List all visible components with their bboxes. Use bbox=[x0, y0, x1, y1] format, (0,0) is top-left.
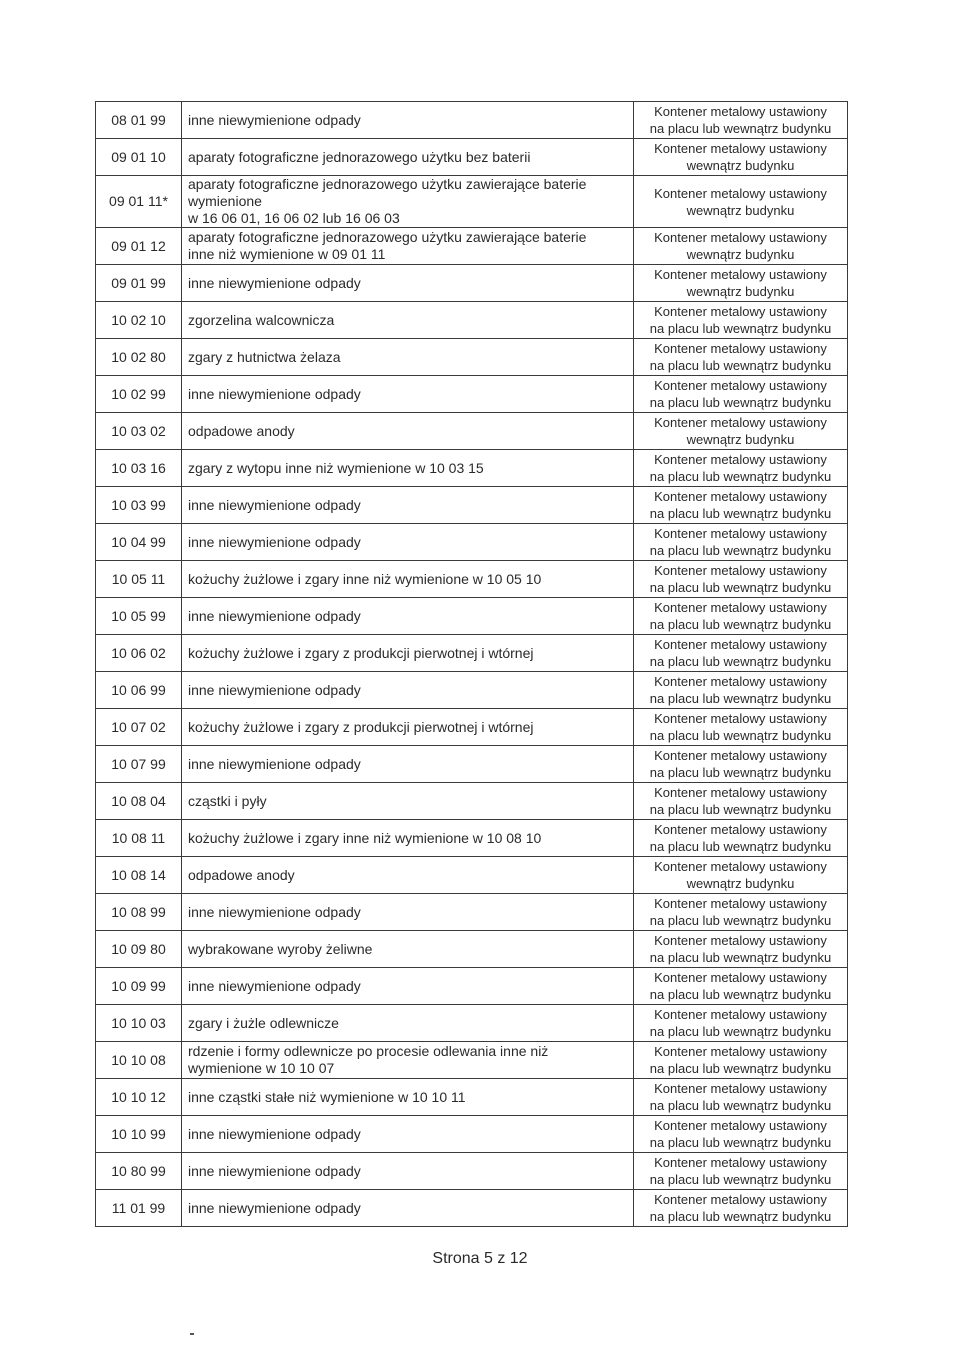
storage-line: Kontener metalowy ustawiony bbox=[654, 1118, 827, 1133]
table-row bbox=[96, 450, 848, 487]
storage-line: wewnątrz budynku bbox=[686, 876, 795, 891]
waste-description bbox=[182, 176, 634, 228]
description-line: zgary i żużle odlewnicze bbox=[188, 1014, 339, 1031]
table-row bbox=[96, 1005, 848, 1042]
storage-method bbox=[634, 487, 848, 524]
waste-description bbox=[182, 1005, 634, 1042]
storage-method bbox=[634, 1190, 848, 1227]
waste-code: 10 06 02 bbox=[96, 635, 182, 672]
storage-line: na placu lub wewnątrz budynku bbox=[649, 617, 832, 632]
storage-line: na placu lub wewnątrz budynku bbox=[649, 654, 832, 669]
description-line: zgorzelina walcownicza bbox=[188, 311, 335, 328]
table-row bbox=[96, 376, 848, 413]
description-line: odpadowe anody bbox=[188, 422, 295, 439]
storage-method bbox=[634, 339, 848, 376]
waste-description bbox=[182, 561, 634, 598]
table-row bbox=[96, 265, 848, 302]
waste-description bbox=[182, 102, 634, 139]
waste-code: 10 08 14 bbox=[96, 857, 182, 894]
storage-line: na placu lub wewnątrz budynku bbox=[649, 121, 832, 136]
waste-code: 09 01 11* bbox=[96, 176, 182, 228]
storage-method bbox=[634, 931, 848, 968]
waste-description bbox=[182, 1190, 634, 1227]
table-row bbox=[96, 176, 848, 228]
waste-description bbox=[182, 968, 634, 1005]
description-line: inne niewymienione odpady bbox=[188, 681, 361, 698]
storage-line: Kontener metalowy ustawiony bbox=[654, 341, 827, 356]
waste-code: 10 09 99 bbox=[96, 968, 182, 1005]
waste-description bbox=[182, 672, 634, 709]
storage-line: Kontener metalowy ustawiony bbox=[654, 970, 827, 985]
storage-line: wewnątrz budynku bbox=[686, 432, 795, 447]
waste-code: 10 04 99 bbox=[96, 524, 182, 561]
storage-line: Kontener metalowy ustawiony bbox=[654, 822, 827, 837]
storage-line: Kontener metalowy ustawiony bbox=[654, 859, 827, 874]
waste-description bbox=[182, 524, 634, 561]
storage-line: Kontener metalowy ustawiony bbox=[654, 1044, 827, 1059]
waste-code: 11 01 99 bbox=[96, 1190, 182, 1227]
description-line: wymienione w 10 10 07 bbox=[188, 1060, 335, 1076]
description-line: wybrakowane wyroby żeliwne bbox=[188, 940, 373, 957]
table-row bbox=[96, 709, 848, 746]
table-row bbox=[96, 672, 848, 709]
storage-method bbox=[634, 265, 848, 302]
waste-code: 10 05 11 bbox=[96, 561, 182, 598]
waste-table-body bbox=[96, 102, 848, 1227]
description-line: inne niewymienione odpady bbox=[188, 903, 361, 920]
description-line: inne cząstki stałe niż wymienione w 10 10 11 bbox=[188, 1088, 466, 1105]
storage-method bbox=[634, 376, 848, 413]
waste-code: 10 10 08 bbox=[96, 1042, 182, 1079]
storage-line: na placu lub wewnątrz budynku bbox=[649, 506, 832, 521]
table-row bbox=[96, 102, 848, 139]
storage-line: Kontener metalowy ustawiony bbox=[654, 452, 827, 467]
storage-method bbox=[634, 139, 848, 176]
description-line: aparaty fotograficzne jednorazowego użytku bez baterii bbox=[188, 148, 531, 165]
storage-line: na placu lub wewnątrz budynku bbox=[649, 1061, 832, 1076]
waste-code: 10 02 99 bbox=[96, 376, 182, 413]
table-row bbox=[96, 524, 848, 561]
waste-code: 10 07 99 bbox=[96, 746, 182, 783]
description-line: inne niewymienione odpady bbox=[188, 385, 361, 402]
storage-line: na placu lub wewnątrz budynku bbox=[649, 839, 832, 854]
storage-line: na placu lub wewnątrz budynku bbox=[649, 469, 832, 484]
waste-code: 10 03 02 bbox=[96, 413, 182, 450]
storage-line: na placu lub wewnątrz budynku bbox=[649, 321, 832, 336]
description-line: inne niewymienione odpady bbox=[188, 111, 361, 128]
storage-line: na placu lub wewnątrz budynku bbox=[649, 987, 832, 1002]
description-line: inne niż wymienione w 09 01 11 bbox=[188, 246, 386, 262]
waste-description bbox=[182, 1079, 634, 1116]
page-footer bbox=[0, 1250, 960, 1268]
table-row bbox=[96, 339, 848, 376]
description-line: w 16 06 01, 16 06 02 lub 16 06 03 bbox=[188, 210, 400, 226]
description-line: inne niewymienione odpady bbox=[188, 274, 361, 291]
storage-method bbox=[634, 709, 848, 746]
storage-line: Kontener metalowy ustawiony bbox=[654, 526, 827, 541]
waste-description bbox=[182, 820, 634, 857]
waste-code: 10 05 99 bbox=[96, 598, 182, 635]
storage-method bbox=[634, 598, 848, 635]
waste-description bbox=[182, 139, 634, 176]
waste-code: 08 01 99 bbox=[96, 102, 182, 139]
storage-line: Kontener metalowy ustawiony bbox=[654, 415, 827, 430]
storage-line: na placu lub wewnątrz budynku bbox=[649, 1172, 832, 1187]
description-line: kożuchy żużlowe i zgary z produkcji pierwotnej i wtórnej bbox=[188, 718, 534, 735]
storage-method bbox=[634, 746, 848, 783]
storage-line: wewnątrz budynku bbox=[686, 247, 795, 262]
description-line: inne niewymienione odpady bbox=[188, 977, 361, 994]
storage-line: Kontener metalowy ustawiony bbox=[654, 785, 827, 800]
description-line: wymienione bbox=[188, 193, 262, 209]
storage-line: wewnątrz budynku bbox=[686, 202, 795, 218]
table-row bbox=[96, 746, 848, 783]
waste-code: 10 10 99 bbox=[96, 1116, 182, 1153]
storage-line: na placu lub wewnątrz budynku bbox=[649, 1135, 832, 1150]
waste-code: 10 06 99 bbox=[96, 672, 182, 709]
storage-line: na placu lub wewnątrz budynku bbox=[649, 580, 832, 595]
storage-line: na placu lub wewnątrz budynku bbox=[649, 691, 832, 706]
storage-line: na placu lub wewnątrz budynku bbox=[649, 358, 832, 373]
storage-line: Kontener metalowy ustawiony bbox=[654, 637, 827, 652]
table-row bbox=[96, 487, 848, 524]
table-row bbox=[96, 968, 848, 1005]
storage-line: Kontener metalowy ustawiony bbox=[654, 896, 827, 911]
waste-code: 10 09 80 bbox=[96, 931, 182, 968]
description-line: inne niewymienione odpady bbox=[188, 755, 361, 772]
storage-line: na placu lub wewnątrz budynku bbox=[649, 913, 832, 928]
storage-line: Kontener metalowy ustawiony bbox=[654, 230, 827, 245]
waste-description bbox=[182, 228, 634, 265]
storage-line: Kontener metalowy ustawiony bbox=[654, 600, 827, 615]
table-row bbox=[96, 1153, 848, 1190]
storage-line: na placu lub wewnątrz budynku bbox=[649, 1209, 832, 1224]
storage-method bbox=[634, 1005, 848, 1042]
storage-method bbox=[634, 894, 848, 931]
storage-line: na placu lub wewnątrz budynku bbox=[649, 765, 832, 780]
storage-method bbox=[634, 1042, 848, 1079]
table-row bbox=[96, 561, 848, 598]
table-row bbox=[96, 302, 848, 339]
storage-line: Kontener metalowy ustawiony bbox=[654, 1081, 827, 1096]
storage-method bbox=[634, 820, 848, 857]
storage-line: Kontener metalowy ustawiony bbox=[654, 378, 827, 393]
waste-description bbox=[182, 1116, 634, 1153]
waste-code: 10 02 80 bbox=[96, 339, 182, 376]
table-row bbox=[96, 598, 848, 635]
waste-description bbox=[182, 302, 634, 339]
storage-line: na placu lub wewnątrz budynku bbox=[649, 543, 832, 558]
waste-description bbox=[182, 1042, 634, 1079]
storage-method bbox=[634, 1116, 848, 1153]
storage-line: Kontener metalowy ustawiony bbox=[654, 1192, 827, 1207]
description-line: odpadowe anody bbox=[188, 866, 295, 883]
table-row bbox=[96, 1042, 848, 1079]
waste-code: 10 03 99 bbox=[96, 487, 182, 524]
storage-method bbox=[634, 783, 848, 820]
waste-code: 10 08 04 bbox=[96, 783, 182, 820]
storage-line: Kontener metalowy ustawiony bbox=[654, 104, 827, 119]
storage-method bbox=[634, 672, 848, 709]
waste-code: 10 80 99 bbox=[96, 1153, 182, 1190]
description-line: kożuchy żużlowe i zgary inne niż wymienione w 10 05 10 bbox=[188, 570, 542, 587]
storage-method bbox=[634, 1153, 848, 1190]
storage-line: Kontener metalowy ustawiony bbox=[654, 304, 827, 319]
waste-description bbox=[182, 450, 634, 487]
waste-table bbox=[95, 101, 848, 1227]
table-row bbox=[96, 1116, 848, 1153]
description-line: kożuchy żużlowe i zgary z produkcji pierwotnej i wtórnej bbox=[188, 644, 534, 661]
storage-line: Kontener metalowy ustawiony bbox=[654, 1007, 827, 1022]
waste-description bbox=[182, 746, 634, 783]
waste-description bbox=[182, 376, 634, 413]
waste-description bbox=[182, 635, 634, 672]
table-row bbox=[96, 635, 848, 672]
table-row bbox=[96, 1190, 848, 1227]
storage-method bbox=[634, 228, 848, 265]
waste-description bbox=[182, 783, 634, 820]
waste-code: 10 07 02 bbox=[96, 709, 182, 746]
storage-line: wewnątrz budynku bbox=[686, 284, 795, 299]
waste-description bbox=[182, 709, 634, 746]
table-row bbox=[96, 857, 848, 894]
waste-description bbox=[182, 857, 634, 894]
description-line: kożuchy żużlowe i zgary inne niż wymienione w 10 08 10 bbox=[188, 829, 542, 846]
storage-line: na placu lub wewnątrz budynku bbox=[649, 395, 832, 410]
waste-description bbox=[182, 598, 634, 635]
waste-code: 10 10 03 bbox=[96, 1005, 182, 1042]
description-line: zgary z wytopu inne niż wymienione w 10 03 15 bbox=[188, 459, 484, 476]
description-line: inne niewymienione odpady bbox=[188, 533, 361, 550]
storage-line: Kontener metalowy ustawiony bbox=[654, 674, 827, 689]
description-line: aparaty fotograficzne jednorazowego użytku zawierające baterie bbox=[188, 176, 587, 192]
table-row bbox=[96, 413, 848, 450]
waste-code: 09 01 12 bbox=[96, 228, 182, 265]
storage-method bbox=[634, 1079, 848, 1116]
storage-method bbox=[634, 176, 848, 228]
waste-description bbox=[182, 894, 634, 931]
waste-code: 10 08 99 bbox=[96, 894, 182, 931]
storage-method bbox=[634, 413, 848, 450]
storage-method bbox=[634, 524, 848, 561]
table-row bbox=[96, 1079, 848, 1116]
storage-method bbox=[634, 968, 848, 1005]
page-number: Strona 5 z 12 bbox=[432, 1250, 528, 1267]
storage-line: Kontener metalowy ustawiony bbox=[654, 1155, 827, 1170]
storage-line: Kontener metalowy ustawiony bbox=[654, 185, 827, 201]
table-row bbox=[96, 228, 848, 265]
table-row bbox=[96, 820, 848, 857]
storage-method bbox=[634, 561, 848, 598]
scan-mark bbox=[190, 1333, 194, 1335]
storage-line: na placu lub wewnątrz budynku bbox=[649, 1098, 832, 1113]
storage-line: Kontener metalowy ustawiony bbox=[654, 748, 827, 763]
storage-method bbox=[634, 450, 848, 487]
description-line: inne niewymienione odpady bbox=[188, 1125, 361, 1142]
description-line: rdzenie i formy odlewnicze po procesie odlewania inne niż bbox=[188, 1043, 549, 1059]
waste-code: 10 10 12 bbox=[96, 1079, 182, 1116]
waste-description bbox=[182, 265, 634, 302]
table-row bbox=[96, 894, 848, 931]
storage-method bbox=[634, 102, 848, 139]
waste-code: 10 02 10 bbox=[96, 302, 182, 339]
waste-description bbox=[182, 339, 634, 376]
storage-method bbox=[634, 857, 848, 894]
storage-line: na placu lub wewnątrz budynku bbox=[649, 950, 832, 965]
storage-line: Kontener metalowy ustawiony bbox=[654, 563, 827, 578]
description-line: aparaty fotograficzne jednorazowego użytku zawierające baterie bbox=[188, 229, 587, 245]
table-row bbox=[96, 931, 848, 968]
waste-description bbox=[182, 487, 634, 524]
description-line: inne niewymienione odpady bbox=[188, 496, 361, 513]
storage-line: Kontener metalowy ustawiony bbox=[654, 141, 827, 156]
waste-description bbox=[182, 1153, 634, 1190]
description-line: inne niewymienione odpady bbox=[188, 1162, 361, 1179]
storage-line: Kontener metalowy ustawiony bbox=[654, 267, 827, 282]
table-row bbox=[96, 783, 848, 820]
description-line: cząstki i pyły bbox=[188, 792, 267, 809]
storage-line: Kontener metalowy ustawiony bbox=[654, 933, 827, 948]
waste-code: 10 03 16 bbox=[96, 450, 182, 487]
waste-code: 09 01 99 bbox=[96, 265, 182, 302]
storage-line: Kontener metalowy ustawiony bbox=[654, 711, 827, 726]
storage-line: na placu lub wewnątrz budynku bbox=[649, 802, 832, 817]
table-row bbox=[96, 139, 848, 176]
storage-line: Kontener metalowy ustawiony bbox=[654, 489, 827, 504]
storage-method bbox=[634, 302, 848, 339]
waste-description bbox=[182, 413, 634, 450]
waste-code: 09 01 10 bbox=[96, 139, 182, 176]
storage-line: wewnątrz budynku bbox=[686, 158, 795, 173]
waste-description bbox=[182, 931, 634, 968]
storage-method bbox=[634, 635, 848, 672]
waste-code: 10 08 11 bbox=[96, 820, 182, 857]
description-line: inne niewymienione odpady bbox=[188, 1199, 361, 1216]
storage-line: na placu lub wewnątrz budynku bbox=[649, 1024, 832, 1039]
storage-line: na placu lub wewnątrz budynku bbox=[649, 728, 832, 743]
description-line: inne niewymienione odpady bbox=[188, 607, 361, 624]
description-line: zgary z hutnictwa żelaza bbox=[188, 348, 341, 365]
